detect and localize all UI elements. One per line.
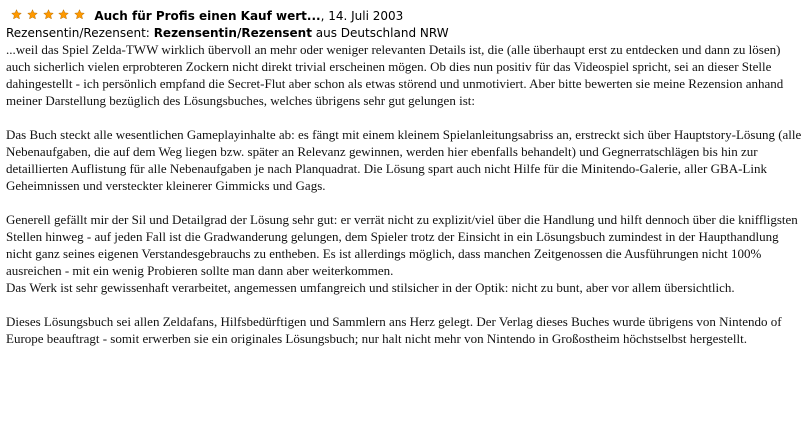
review-body [6,41,806,347]
star-icon [27,9,38,20]
star-rating [11,9,86,21]
star-icon [11,9,22,20]
review-paragraph: Generell gefällt mir der Sil und Detailgrad der Lösung sehr gut: er verrät nicht zu explizit/viel über die Handlung und hilft dennoch über die kniffligsten Stellen hinweg - auf jeden Fall ist die Gradwanderung gelungen, dem Spieler trotz der Einsicht in ein Lösungsbuch zumindest in der Haupthandlung nicht ganz seines eigenen Verstandesgebrauchs zu entheben. Es ist allerdings möglich, dass manchen Zeitgenossen die Ausführungen nicht 100% ausreichen - mit ein wenig Probieren sollte man dann aber weiterkommen. [6,212,798,278]
reviewer-info [6,25,806,41]
customer-review [6,8,806,347]
review-paragraph: ...weil das Spiel Zelda-TWW wirklich übervoll an mehr oder weniger relevanten Details ist, die (alle überhaupt erst zu entdecken und dann zu lösen) auch sicherlich vielen erprobteren Zockern nicht direkt trivial erscheinen mögen. Ob dies nun positiv für das Videospiel spricht, sei an dieser Stelle dahingestellt - ich persönlich empfand die Secret-Flut aber schon als etwas störend und unmotiviert. Aber bitte bewerten sie meine Rezension anhand meiner Darstellung bezüglich des Lösungsbuches, welches übrigens sehr gut gelungen ist: [6,42,784,108]
review-title: Auch für Profis einen Kauf wert... [94,9,321,23]
review-paragraph: Das Buch steckt alle wesentlichen Gameplayinhalte ab: es fängt mit einem kleinem Spielanleitungsabriss an, erstreckt sich über Hauptstory-Lösung (alle Nebenaufgaben, die auf dem Weg liegen bzw. später an Relevanz gewinnen, werden hier ebenfalls behandelt) und Gegnerratschlägen bis hin zur detaillierten Auflistung für alle Nebenaufgaben je nach Planquadrat. Die Lösung spart auch nicht Hilfe für die Minitendo-Galerie, aller GBA-Link Geheimnissen und versteckter kleinerer Gimmicks und Gags. [6,127,802,193]
review-paragraph: Das Werk ist sehr gewissenhaft verarbeitet, angemessen umfangreich und stilsicher in der Optik: nicht zu bunt, aber vor allem übersichtlich. [6,280,735,295]
review-date: , 14. Juli 2003 [320,9,404,23]
reviewer-location: aus Deutschland NRW [311,26,449,40]
paragraph-spacer [6,194,806,211]
reviewer-name: Rezensentin/Rezensent [153,26,312,40]
star-icon [58,9,69,20]
star-icon [43,9,54,20]
review-paragraph: Dieses Lösungsbuch sei allen Zeldafans, Hilfsbedürftigen und Sammlern ans Herz gelegt. Der Verlag dieses Buches wurde übrigens von Nintendo of Europe beauftragt - somit erwerben sie ein originales Lösungsbuch; nur halt nicht mehr von Nintendo in Großostheim höchstselbst hergestellt. [6,314,782,346]
review-header [6,8,806,25]
paragraph-spacer [6,109,806,126]
reviewer-label: Rezensentin/Rezensent: [6,26,150,40]
star-icon [74,9,85,20]
paragraph-spacer [6,296,806,313]
